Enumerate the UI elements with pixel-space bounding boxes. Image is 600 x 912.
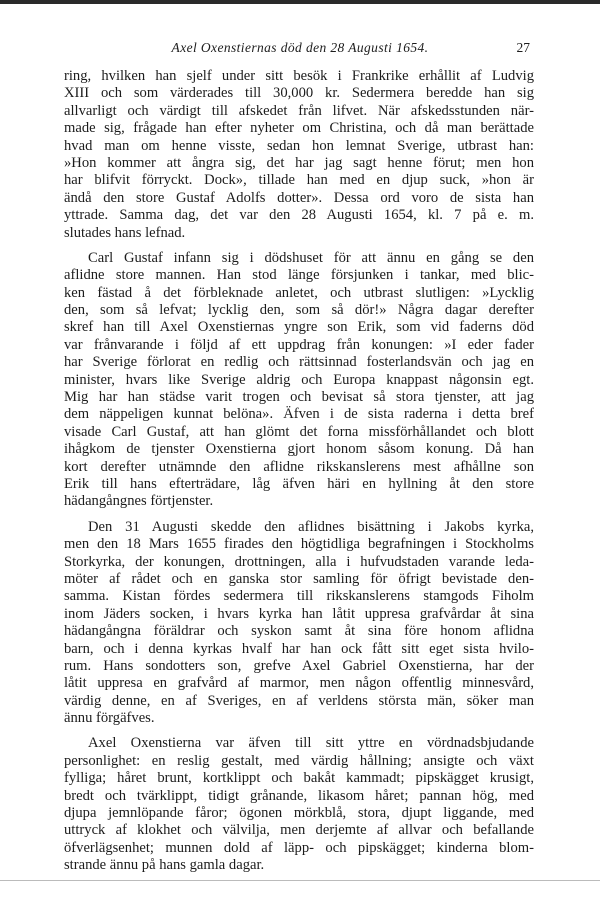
text-line: Mig har han städse varit trogen och bevisat så stora tjenster, att jag xyxy=(64,389,534,406)
text-line: Erik till hans efterträdare, låg äfven häri en hyllning åt den store xyxy=(64,475,534,492)
page-header xyxy=(0,40,600,60)
text-line: fylliga; håret brunt, kortklippt och bakåt kammadt; pipskägget krusigt, xyxy=(64,770,534,787)
text-line: made sig, frågade han efter nyheter om Christina, och då man berättade xyxy=(64,120,534,137)
text-line: rum. Hans sondotters son, grefve Axel Gabriel Oxenstierna, har der xyxy=(64,657,534,674)
text-line: samma. Kistan fördes sedermera till rikskanslerens stamgods Fiholm xyxy=(64,588,534,605)
bottom-rule xyxy=(0,880,600,881)
text-line: »Hon kommer att ångra sig, det har jag sagt henne förut; men hon xyxy=(64,154,534,171)
text-line: ring, hvilken han sjelf under sitt besök i Frankrike erhållit af Ludvig xyxy=(64,68,534,84)
text-line: Den 31 Augusti skedde den aflidnes bisättning i Jakobs kyrka, xyxy=(88,518,534,535)
text-line: hädangångna föräldrar och syskon samt åt sina före honom aflidna xyxy=(64,623,534,640)
paragraph xyxy=(64,735,534,874)
text-line: var frånvarande i följd af ett uppdrag från konungen: »I eder fader xyxy=(64,336,534,353)
text-line: slutades hans lefnad. xyxy=(64,224,186,241)
paragraph xyxy=(64,519,534,728)
text-line: barn, och i denna kyrkas hvalf har han ock fått sitt eget sista hvilo- xyxy=(64,640,534,657)
text-line: bredt och tvärklippt, tidigt grånande, likasom håret; pannan hög, med xyxy=(64,787,534,804)
text-line: personlighet: en reslig gestalt, med värdig hållning; ansigte och växt xyxy=(64,752,534,769)
page-number: 27 xyxy=(516,40,530,55)
text-line: hädangångnes förtjenster. xyxy=(64,493,214,510)
page-body xyxy=(64,68,534,875)
text-line: minister, hvars like Sverige aldrig och Europa knappast någonsin egt. xyxy=(64,371,534,388)
text-line: öfverlägsenhet; munnen dold af läpp- och pipskägget; kinderna blom- xyxy=(64,839,534,856)
text-line: har Sverige förlorat en redlig och rättsinnad fosterlandsvän och jag en xyxy=(64,354,534,371)
top-border-rule xyxy=(0,0,600,4)
text-line: ännu förgäfves. xyxy=(64,710,155,727)
paragraph xyxy=(64,250,534,511)
text-line: värdig denne, en af Sveriges, en af verldens största män, söker man xyxy=(64,692,534,709)
text-line: djupa jemnlöpande fåror; ögonen mörkblå, stora, djupt liggande, med xyxy=(64,805,534,822)
text-line: låtit uppresa en grafvård af marmor, men någon offentlig minnesvård, xyxy=(64,675,534,692)
text-line: Axel Oxenstierna var äfven till sitt yttre en vördnadsbjudande xyxy=(88,735,534,752)
text-line: hvad man om henne visste, sedan hon lemnat Sverige, utbrast han: xyxy=(64,137,534,154)
text-line: aflidne store mannen. Han stod länge försjunken i tankar, med blic- xyxy=(64,267,534,284)
text-line: XIII och som värderades till 30,000 kr. Sedermera beredde han sig xyxy=(64,85,534,102)
text-line: kort derefter utnämnde den aflidne rikskanslerens mest afhållne son xyxy=(64,458,534,475)
running-title: Axel Oxenstiernas död den 28 Augusti 1654. xyxy=(171,40,429,55)
text-line: möter af rådet och en ganska stor samling för öfrigt bevistade den- xyxy=(64,570,534,587)
text-line: strande ännu på hans gamla dagar. xyxy=(64,857,265,874)
text-line: inom Jäders socken, i hvars kyrka han låtit uppresa grafvårdar åt sina xyxy=(64,605,534,622)
text-line: ken fästad å det förbleknade anletet, och utbrast slutligen: »Lycklig xyxy=(64,284,534,301)
text-line: dem näppeligen kunnat belöna». Äfven i de sista raderna i detta bref xyxy=(64,406,534,423)
text-line: den, som så lefvat; lycklig den, som så dör!» Några dagar derefter xyxy=(64,302,534,319)
text-line: ihågkom de tjenster Oxenstierna gjort honom såsom konung. Då han xyxy=(64,441,534,458)
text-line: Carl Gustaf infann sig i dödshuset för att ännu en gång se den xyxy=(88,249,534,266)
text-line: Storkyrka, der konungen, drottningen, alla i hufvudstaden varande leda- xyxy=(64,553,534,570)
text-line: visade Carl Gustaf, att han glömt det forna missförhållandet och blott xyxy=(64,423,534,440)
text-line: yttrade. Samma dag, det var den 28 Augusti 1654, kl. 7 på e. m. xyxy=(64,207,534,224)
text-line: men den 18 Mars 1655 firades den högtidliga begrafningen i Stockholms xyxy=(64,536,534,553)
text-line: ändå den store Gustaf Adolfs dotter». Dessa ord voro de sista han xyxy=(64,189,534,206)
text-line: allvarligt och värdigt till afskedet från lifvet. När afskedsstunden när- xyxy=(64,102,534,119)
text-line: har blifvit förryckt. Dock», tillade han med en djup suck, »hon är xyxy=(64,172,534,189)
paragraph xyxy=(64,68,534,242)
text-line: skref han till Axel Oxenstiernas yngre son Erik, som vid faderns död xyxy=(64,319,534,336)
text-line: uttryck af klokhet och välvilja, men derjemte af allvar och befallande xyxy=(64,822,534,839)
